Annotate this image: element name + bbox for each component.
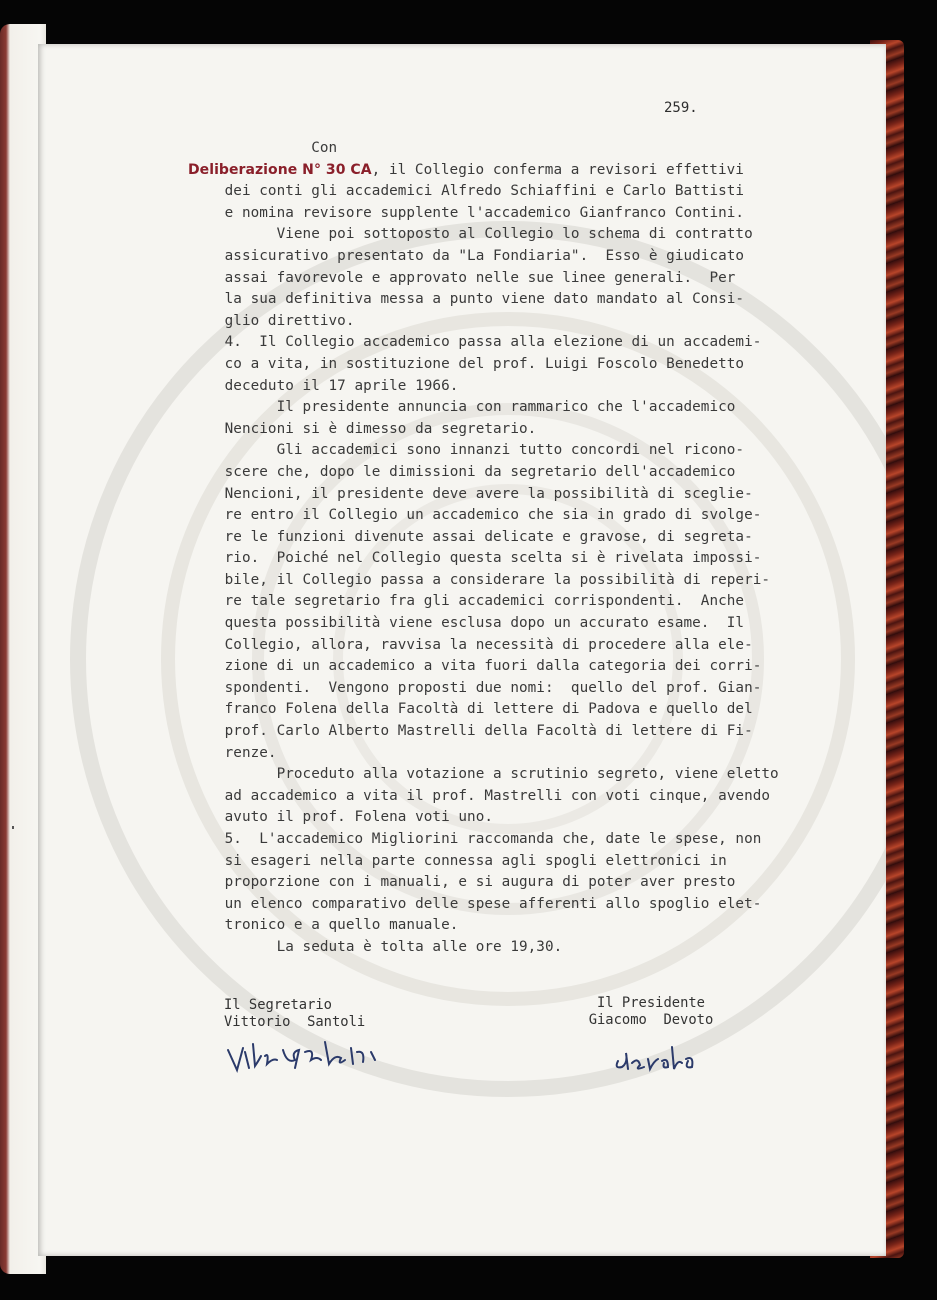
- president-title: Il Presidente: [597, 995, 705, 1011]
- text-line: e nomina revisore supplente l'accademico Gianfranco Contini.: [190, 204, 745, 221]
- text-line: re tale segretario fra gli accademici corrispondenti. Anche: [190, 593, 745, 610]
- text-line: re entro il Collegio un accademico che sia in grado di svolge-: [190, 507, 762, 524]
- text-line: Nencioni si è dimesso da segretario.: [190, 420, 537, 437]
- text-line: deceduto il 17 aprile 1966.: [190, 377, 459, 394]
- text-line: proporzione con i manuali, e si augura di poter aver presto: [190, 874, 736, 891]
- text-line: Con: [190, 140, 338, 156]
- text-line: un elenco comparativo delle spese afferenti allo spoglio elet-: [190, 895, 762, 912]
- text-line: prof. Carlo Alberto Mastrelli della Facoltà di lettere di Fi-: [190, 723, 753, 740]
- text-line: 5. L'accademico Migliorini raccomanda che, date le spese, non: [190, 831, 762, 847]
- secretary-signature-block: [224, 997, 365, 1031]
- text-line: Proceduto alla votazione a scrutinio segreto, viene eletto: [190, 766, 779, 783]
- margin-mark: [12, 826, 14, 829]
- text-line: questa possibilità viene esclusa dopo un accurato esame. Il: [190, 615, 745, 632]
- text-line: si esageri nella parte connessa agli spogli elettronici in: [190, 852, 727, 869]
- text-line: tronico e a quello manuale.: [190, 917, 459, 934]
- text-line: ad accademico a vita il prof. Mastrelli con voti cinque, avendo: [190, 787, 771, 804]
- text-line: Collegio, allora, ravvisa la necessità di procedere alla ele-: [190, 636, 753, 653]
- text-line: [188, 160, 830, 182]
- president-handwritten-signature: [612, 1035, 712, 1080]
- text-line: re le funzioni divenute assai delicate e gravose, di segreta-: [190, 528, 753, 545]
- text-line: la sua definitiva messa a punto viene dato mandato al Consi-: [190, 291, 745, 308]
- text-line: dei conti gli accademici Alfredo Schiaffini e Carlo Battisti: [190, 183, 745, 200]
- deliberazione-text: , il Collegio conferma a revisori effettivi: [371, 161, 744, 178]
- text-line: franco Folena della Facoltà di lettere di Padova e quello del: [190, 701, 753, 718]
- president-name: Giacomo Devoto: [588, 1012, 714, 1028]
- typed-body-text: [190, 138, 830, 959]
- text-line: renze.: [190, 744, 277, 761]
- page-number: 259.: [664, 100, 698, 116]
- text-line: avuto il prof. Folena voti uno.: [190, 809, 494, 826]
- secretary-name: Vittorio Santoli: [224, 1014, 366, 1030]
- text-line: 4. Il Collegio accademico passa alla elezione di un accademi-: [190, 334, 762, 351]
- text-line: zione di un accademico a vita fuori dalla categoria dei corri-: [190, 658, 762, 675]
- text-line: Nencioni, il presidente deve avere la possibilità di sceglie-: [190, 485, 753, 502]
- text-line: spondenti. Vengono proposti due nomi: quello del prof. Gian-: [190, 679, 762, 696]
- president-signature-block: [585, 995, 717, 1029]
- text-line: Gli accademici sono innanzi tutto concordi nel ricono-: [190, 442, 745, 459]
- text-line: La seduta è tolta alle ore 19,30.: [190, 938, 563, 955]
- text-line: assicurativo presentato da "La Fondiaria". Esso è giudicato: [190, 247, 745, 264]
- text-line: glio direttivo.: [190, 312, 355, 329]
- text-line: rio. Poiché nel Collegio questa scelta si è rivelata impossi-: [190, 550, 762, 567]
- secretary-title: Il Segretario: [224, 997, 332, 1013]
- deliberazione-label: Deliberazione N° 30 CA: [188, 161, 372, 178]
- secretary-handwritten-signature: [225, 1030, 385, 1080]
- text-line: co a vita, in sostituzione del prof. Luigi Foscolo Benedetto: [190, 355, 745, 372]
- text-line: Il presidente annuncia con rammarico che l'accademico: [190, 399, 736, 416]
- text-line: bile, il Collegio passa a considerare la possibilità di reperi-: [190, 571, 771, 588]
- text-line: Viene poi sottoposto al Collegio lo schema di contratto: [190, 226, 753, 243]
- text-line: scere che, dopo le dimissioni da segretario dell'accademico: [190, 463, 736, 480]
- text-line: assai favorevole e approvato nelle sue linee generali. Per: [190, 269, 736, 286]
